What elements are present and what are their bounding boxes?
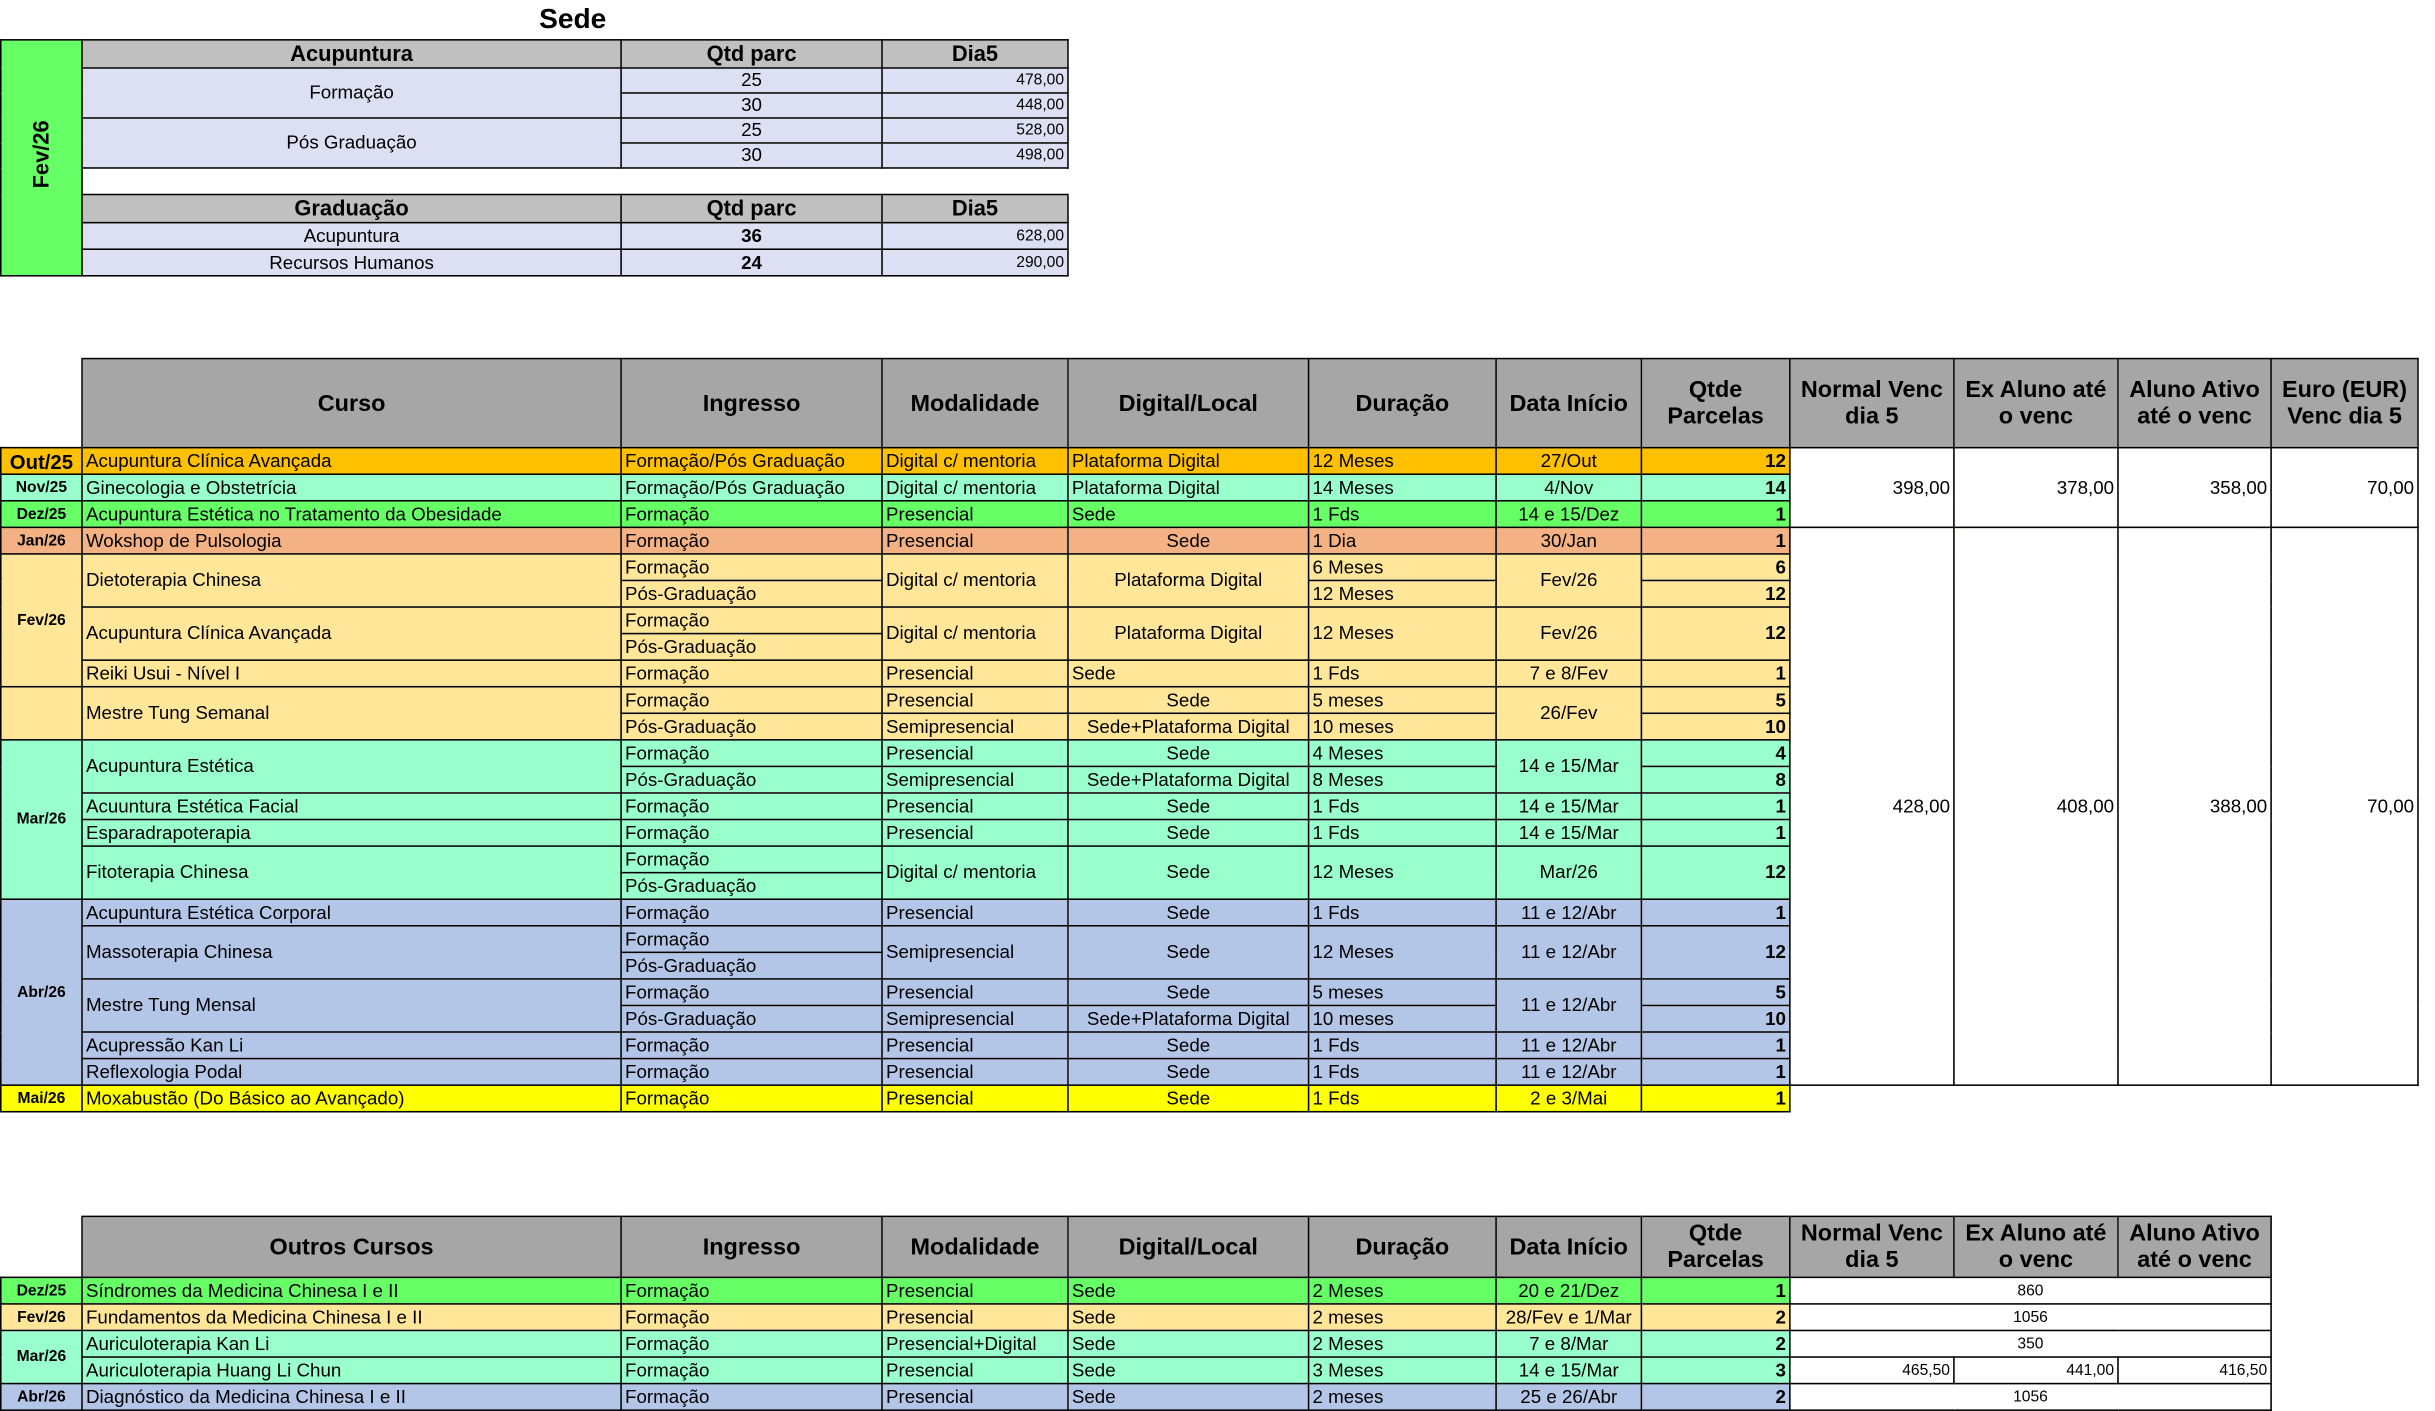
data-inicio-cell: 11 e 12/Abr xyxy=(1496,1032,1641,1059)
dia5-cell: 498,00 xyxy=(882,143,1068,168)
curso-cell: Acupuntura Estética no Tratamento da Obesidade xyxy=(82,501,621,528)
modalidade-cell: Presencial xyxy=(882,687,1068,714)
col-header-modalidade: Modalidade xyxy=(882,359,1068,448)
curso-cell: Massoterapia Chinesa xyxy=(82,926,621,979)
ingresso-cell: Formação xyxy=(621,1059,882,1086)
ingresso-cell: Formação xyxy=(621,501,882,528)
modalidade-cell: Presencial xyxy=(882,1277,1068,1304)
duracao-cell: 1 Fds xyxy=(1309,660,1497,687)
modalidade-cell: Digital c/ mentoria xyxy=(882,846,1068,899)
duracao-cell: 6 Meses xyxy=(1309,554,1497,581)
parcelas-cell: 12 xyxy=(1641,607,1789,660)
curso-cell: Esparadrapoterapia xyxy=(82,820,621,847)
price-cell: 1056 xyxy=(1790,1384,2271,1411)
duracao-cell: 12 Meses xyxy=(1309,580,1497,607)
duracao-cell: 12 Meses xyxy=(1309,926,1497,979)
ingresso-cell: Formação xyxy=(621,979,882,1006)
parcelas-cell: 1 xyxy=(1641,1032,1789,1059)
parcelas-cell: 10 xyxy=(1641,1005,1789,1032)
data-inicio-cell: 11 e 12/Abr xyxy=(1496,1059,1641,1086)
parcelas-cell: 1 xyxy=(1641,1059,1789,1086)
price-cell: 1056 xyxy=(1790,1304,2271,1331)
col-header-curso: Curso xyxy=(82,359,621,448)
modalidade-cell: Presencial xyxy=(882,793,1068,820)
price-normal: 398,00 xyxy=(1790,448,1954,528)
modalidade-cell: Presencial xyxy=(882,899,1068,926)
duracao-cell: 12 Meses xyxy=(1309,607,1497,660)
duracao-cell: 5 meses xyxy=(1309,979,1497,1006)
curso-cell: Mestre Tung Mensal xyxy=(82,979,621,1032)
price-cell: 860 xyxy=(1790,1277,2271,1304)
modalidade-cell: Presencial xyxy=(882,820,1068,847)
duracao-cell: 2 Meses xyxy=(1309,1277,1497,1304)
col-header-modalidade: Modalidade xyxy=(882,1216,1068,1277)
parcelas-cell: 1 xyxy=(1641,793,1789,820)
duracao-cell: 2 meses xyxy=(1309,1304,1497,1331)
duracao-cell: 12 Meses xyxy=(1309,448,1497,475)
main-course-table xyxy=(0,358,2419,1113)
duracao-cell: 1 Fds xyxy=(1309,501,1497,528)
modalidade-cell: Presencial xyxy=(882,1304,1068,1331)
ingresso-cell: Formação xyxy=(621,899,882,926)
data-inicio-cell: Fev/26 xyxy=(1496,607,1641,660)
data-inicio-cell: 26/Fev xyxy=(1496,687,1641,740)
local-cell: Sede xyxy=(1068,899,1309,926)
modalidade-cell: Presencial xyxy=(882,1357,1068,1384)
parcelas-cell: 2 xyxy=(1641,1330,1789,1357)
modalidade-cell: Digital c/ mentoria xyxy=(882,474,1068,501)
local-cell: Sede+Plataforma Digital xyxy=(1068,713,1309,740)
ingresso-cell: Pós-Graduação xyxy=(621,634,882,661)
curso-cell: Wokshop de Pulsologia xyxy=(82,527,621,554)
qtd-cell: 30 xyxy=(621,143,882,168)
price-ex-aluno: 408,00 xyxy=(1954,527,2118,1085)
parcelas-cell: 1 xyxy=(1641,1277,1789,1304)
col-header: Dia5 xyxy=(882,195,1068,223)
curso-cell: Fitoterapia Chinesa xyxy=(82,846,621,899)
parcelas-cell: 6 xyxy=(1641,554,1789,581)
parcelas-cell: 1 xyxy=(1641,1085,1789,1112)
data-inicio-cell: 14 e 15/Mar xyxy=(1496,740,1641,793)
ingresso-cell: Formação xyxy=(621,1032,882,1059)
local-cell: Sede xyxy=(1068,527,1309,554)
ingresso-cell: Formação xyxy=(621,1330,882,1357)
ingresso-cell: Pós-Graduação xyxy=(621,952,882,979)
ingresso-cell: Formação xyxy=(621,527,882,554)
col-header-outros-cursos: Outros Cursos xyxy=(82,1216,621,1277)
modalidade-cell: Presencial+Digital xyxy=(882,1330,1068,1357)
local-cell: Sede xyxy=(1068,1304,1309,1331)
month-label: Fev/26 xyxy=(1,554,82,687)
parcelas-cell: 2 xyxy=(1641,1304,1789,1331)
col-header: Dia5 xyxy=(882,40,1068,68)
ingresso-cell: Formação xyxy=(621,793,882,820)
curso-cell: Reiki Usui - Nível I xyxy=(82,660,621,687)
price-aluno-ativo: 358,00 xyxy=(2118,448,2271,528)
local-cell: Sede xyxy=(1068,1357,1309,1384)
duracao-cell: 1 Fds xyxy=(1309,1032,1497,1059)
data-inicio-cell: 14 e 15/Dez xyxy=(1496,501,1641,528)
parcelas-cell: 3 xyxy=(1641,1357,1789,1384)
dia5-cell: 290,00 xyxy=(882,249,1068,276)
price-normal: 428,00 xyxy=(1790,527,1954,1085)
local-cell: Sede xyxy=(1068,820,1309,847)
local-cell: Sede xyxy=(1068,1384,1309,1411)
table-row xyxy=(1,1330,2271,1357)
data-inicio-cell: Fev/26 xyxy=(1496,554,1641,607)
local-cell: Sede+Plataforma Digital xyxy=(1068,766,1309,793)
duracao-cell: 5 meses xyxy=(1309,687,1497,714)
col-header: Acupuntura xyxy=(82,40,621,68)
curso-cell: Auriculoterapia Huang Li Chun xyxy=(82,1357,621,1384)
data-inicio-cell: 14 e 15/Mar xyxy=(1496,820,1641,847)
modalidade-cell: Presencial xyxy=(882,527,1068,554)
col-header-data-inicio: Data Início xyxy=(1496,1216,1641,1277)
duracao-cell: 14 Meses xyxy=(1309,474,1497,501)
duracao-cell: 1 Fds xyxy=(1309,1085,1497,1112)
curso-cell: Acuuntura Estética Facial xyxy=(82,793,621,820)
qtd-cell: 24 xyxy=(621,249,882,276)
parcelas-cell: 1 xyxy=(1641,820,1789,847)
parcelas-cell: 12 xyxy=(1641,926,1789,979)
data-inicio-cell: 4/Nov xyxy=(1496,474,1641,501)
ingresso-cell: Pós-Graduação xyxy=(621,580,882,607)
data-inicio-cell: 14 e 15/Mar xyxy=(1496,1357,1641,1384)
duracao-cell: 3 Meses xyxy=(1309,1357,1497,1384)
table-row xyxy=(1,1085,2418,1112)
curso-cell: Fundamentos da Medicina Chinesa I e II xyxy=(82,1304,621,1331)
dia5-cell: 478,00 xyxy=(882,68,1068,93)
local-cell: Sede xyxy=(1068,660,1309,687)
duracao-cell: 1 Fds xyxy=(1309,793,1497,820)
table-row xyxy=(1,448,2418,475)
local-cell: Sede+Plataforma Digital xyxy=(1068,1005,1309,1032)
local-cell: Plataforma Digital xyxy=(1068,607,1309,660)
parcelas-cell: 5 xyxy=(1641,979,1789,1006)
ingresso-cell: Formação xyxy=(621,687,882,714)
local-cell: Sede xyxy=(1068,846,1309,899)
local-cell: Sede xyxy=(1068,501,1309,528)
spacer xyxy=(82,168,1068,195)
parcelas-cell: 8 xyxy=(1641,766,1789,793)
duracao-cell: 4 Meses xyxy=(1309,740,1497,767)
qtd-cell: 25 xyxy=(621,68,882,93)
price-normal: 465,50 xyxy=(1790,1357,1954,1384)
table-row xyxy=(1,1277,2271,1304)
parcelas-cell: 1 xyxy=(1641,527,1789,554)
modalidade-cell: Semipresencial xyxy=(882,926,1068,979)
local-cell: Sede xyxy=(1068,1059,1309,1086)
month-label: Mar/26 xyxy=(1,1330,82,1383)
modalidade-cell: Presencial xyxy=(882,979,1068,1006)
dia5-cell: 528,00 xyxy=(882,118,1068,143)
local-cell: Sede xyxy=(1068,1085,1309,1112)
duracao-cell: 1 Fds xyxy=(1309,820,1497,847)
col-header: Qtd parc xyxy=(621,195,882,223)
parcelas-cell: 2 xyxy=(1641,1384,1789,1411)
col-header-duracao: Duração xyxy=(1309,1216,1497,1277)
ingresso-cell: Formação xyxy=(621,1304,882,1331)
local-cell: Sede xyxy=(1068,793,1309,820)
parcelas-cell: 1 xyxy=(1641,899,1789,926)
local-cell: Plataforma Digital xyxy=(1068,448,1309,475)
modalidade-cell: Presencial xyxy=(882,660,1068,687)
col-header: Qtd parc xyxy=(621,40,882,68)
data-inicio-cell: 11 e 12/Abr xyxy=(1496,926,1641,979)
data-inicio-cell: 20 e 21/Dez xyxy=(1496,1277,1641,1304)
data-inicio-cell: 28/Fev e 1/Mar xyxy=(1496,1304,1641,1331)
duracao-cell: 10 meses xyxy=(1309,1005,1497,1032)
ingresso-cell: Formação/Pós Graduação xyxy=(621,474,882,501)
col-header-normal: Normal Venc dia 5 xyxy=(1790,1216,1954,1277)
curso-cell: Ginecologia e Obstetrícia xyxy=(82,474,621,501)
curso-cell: Acupressão Kan Li xyxy=(82,1032,621,1059)
curso-cell: Síndromes da Medicina Chinesa I e II xyxy=(82,1277,621,1304)
data-inicio-cell: 11 e 12/Abr xyxy=(1496,899,1641,926)
modalidade-cell: Digital c/ mentoria xyxy=(882,448,1068,475)
ingresso-cell: Formação xyxy=(621,554,882,581)
corner xyxy=(1,1216,82,1277)
price-cell: 350 xyxy=(1790,1330,2271,1357)
table-row xyxy=(1,1384,2271,1411)
duracao-cell: 2 meses xyxy=(1309,1384,1497,1411)
col-header-qtde-parcelas: Qtde Parcelas xyxy=(1641,1216,1789,1277)
parcelas-cell: 10 xyxy=(1641,713,1789,740)
col-header-ex-aluno: Ex Aluno até o venc xyxy=(1954,1216,2118,1277)
local-cell: Sede xyxy=(1068,979,1309,1006)
modalidade-cell: Presencial xyxy=(882,1085,1068,1112)
modalidade-cell: Presencial xyxy=(882,1059,1068,1086)
price-ex-aluno: 378,00 xyxy=(1954,448,2118,528)
month-label: Abr/26 xyxy=(1,899,82,1085)
duracao-cell: 8 Meses xyxy=(1309,766,1497,793)
curso-cell: Reflexologia Podal xyxy=(82,1059,621,1086)
col-header-ingresso: Ingresso xyxy=(621,359,882,448)
qtd-cell: 36 xyxy=(621,223,882,250)
ingresso-cell: Pós-Graduação xyxy=(621,873,882,900)
month-label: Jan/26 xyxy=(1,527,82,554)
ingresso-cell: Formação xyxy=(621,1085,882,1112)
acupuntura-price-table xyxy=(0,39,1069,277)
corner xyxy=(1,359,82,448)
data-inicio-cell: 27/Out xyxy=(1496,448,1641,475)
price-ex-aluno: 441,00 xyxy=(1954,1357,2118,1384)
row-label: Formação xyxy=(82,68,621,118)
curso-cell: Acupuntura Clínica Avançada xyxy=(82,448,621,475)
modalidade-cell: Presencial xyxy=(882,501,1068,528)
parcelas-cell: 12 xyxy=(1641,580,1789,607)
duracao-cell: 1 Fds xyxy=(1309,899,1497,926)
price-aluno-ativo: 388,00 xyxy=(2118,527,2271,1085)
ingresso-cell: Formação xyxy=(621,926,882,953)
row-label: Pós Graduação xyxy=(82,118,621,168)
month-label: Abr/26 xyxy=(1,1384,82,1411)
local-cell: Sede xyxy=(1068,1330,1309,1357)
month-label: Nov/25 xyxy=(1,474,82,501)
modalidade-cell: Semipresencial xyxy=(882,766,1068,793)
month-label: Mar/26 xyxy=(1,740,82,899)
col-header-normal: Normal Venc dia 5 xyxy=(1790,359,1954,448)
col-header-data-inicio: Data Início xyxy=(1496,359,1641,448)
duracao-cell: 1 Dia xyxy=(1309,527,1497,554)
col-header: Graduação xyxy=(82,195,621,223)
dia5-cell: 448,00 xyxy=(882,93,1068,118)
data-inicio-cell: 25 e 26/Abr xyxy=(1496,1384,1641,1411)
curso-cell: Acupuntura Estética xyxy=(82,740,621,793)
ingresso-cell: Pós-Graduação xyxy=(621,713,882,740)
col-header-duracao: Duração xyxy=(1309,359,1497,448)
duracao-cell: 10 meses xyxy=(1309,713,1497,740)
month-label: Dez/25 xyxy=(1,1277,82,1304)
dia5-cell: 628,00 xyxy=(882,223,1068,250)
ingresso-cell: Pós-Graduação xyxy=(621,1005,882,1032)
data-inicio-cell: 2 e 3/Mai xyxy=(1496,1085,1641,1112)
col-header-euro: Euro (EUR) Venc dia 5 xyxy=(2271,359,2418,448)
col-header-aluno-ativo: Aluno Ativo até o venc xyxy=(2118,1216,2271,1277)
parcelas-cell: 4 xyxy=(1641,740,1789,767)
modalidade-cell: Presencial xyxy=(882,1384,1068,1411)
table-row xyxy=(1,527,2418,554)
price-aluno-ativo: 416,50 xyxy=(2118,1357,2271,1384)
data-inicio-cell: 30/Jan xyxy=(1496,527,1641,554)
parcelas-cell: 14 xyxy=(1641,474,1789,501)
curso-cell: Diagnóstico da Medicina Chinesa I e II xyxy=(82,1384,621,1411)
curso-cell: Dietoterapia Chinesa xyxy=(82,554,621,607)
local-cell: Sede xyxy=(1068,926,1309,979)
parcelas-cell: 5 xyxy=(1641,687,1789,714)
month-label: Fev/26 xyxy=(1,1304,82,1331)
month-label-fev: Fev/26 xyxy=(1,40,82,276)
duracao-cell: 12 Meses xyxy=(1309,846,1497,899)
curso-cell: Auriculoterapia Kan Li xyxy=(82,1330,621,1357)
price-euro: 70,00 xyxy=(2271,527,2418,1085)
local-cell: Sede xyxy=(1068,740,1309,767)
table-row xyxy=(1,1304,2271,1331)
local-cell: Sede xyxy=(1068,1277,1309,1304)
duracao-cell: 1 Fds xyxy=(1309,1059,1497,1086)
curso-cell: Acupuntura Estética Corporal xyxy=(82,899,621,926)
parcelas-cell: 1 xyxy=(1641,501,1789,528)
ingresso-cell: Formação xyxy=(621,607,882,634)
price-euro: 70,00 xyxy=(2271,448,2418,528)
col-header-ex-aluno: Ex Aluno até o venc xyxy=(1954,359,2118,448)
outros-cursos-table xyxy=(0,1216,2272,1411)
ingresso-cell: Formação xyxy=(621,1277,882,1304)
data-inicio-cell: 7 e 8/Mar xyxy=(1496,1330,1641,1357)
col-header-digital-local: Digital/Local xyxy=(1068,1216,1309,1277)
data-inicio-cell: 14 e 15/Mar xyxy=(1496,793,1641,820)
modalidade-cell: Semipresencial xyxy=(882,1005,1068,1032)
row-label: Recursos Humanos xyxy=(82,249,621,276)
data-inicio-cell: Mar/26 xyxy=(1496,846,1641,899)
parcelas-cell: 12 xyxy=(1641,846,1789,899)
col-header-aluno-ativo: Aluno Ativo até o venc xyxy=(2118,359,2271,448)
month-label: Mai/26 xyxy=(1,1085,82,1112)
local-cell: Plataforma Digital xyxy=(1068,474,1309,501)
month-spacer xyxy=(1,687,82,740)
curso-cell: Mestre Tung Semanal xyxy=(82,687,621,740)
qtd-cell: 25 xyxy=(621,118,882,143)
table-row xyxy=(1,1357,2271,1384)
month-label: Out/25 xyxy=(1,448,82,475)
local-cell: Plataforma Digital xyxy=(1068,554,1309,607)
local-cell: Sede xyxy=(1068,687,1309,714)
data-inicio-cell: 11 e 12/Abr xyxy=(1496,979,1641,1032)
modalidade-cell: Digital c/ mentoria xyxy=(882,554,1068,607)
curso-cell: Moxabustão (Do Básico ao Avançado) xyxy=(82,1085,621,1112)
modalidade-cell: Digital c/ mentoria xyxy=(882,607,1068,660)
modalidade-cell: Semipresencial xyxy=(882,713,1068,740)
modalidade-cell: Presencial xyxy=(882,1032,1068,1059)
row-label: Acupuntura xyxy=(82,223,621,250)
ingresso-cell: Formação/Pós Graduação xyxy=(621,448,882,475)
ingresso-cell: Formação xyxy=(621,660,882,687)
sede-title: Sede xyxy=(539,3,607,35)
month-label: Dez/25 xyxy=(1,501,82,528)
col-header-digital-local: Digital/Local xyxy=(1068,359,1309,448)
ingresso-cell: Pós-Graduação xyxy=(621,766,882,793)
qtd-cell: 30 xyxy=(621,93,882,118)
col-header-ingresso: Ingresso xyxy=(621,1216,882,1277)
parcelas-cell: 12 xyxy=(1641,448,1789,475)
ingresso-cell: Formação xyxy=(621,1357,882,1384)
duracao-cell: 2 Meses xyxy=(1309,1330,1497,1357)
parcelas-cell: 1 xyxy=(1641,660,1789,687)
col-header-qtde-parcelas: Qtde Parcelas xyxy=(1641,359,1789,448)
ingresso-cell: Formação xyxy=(621,846,882,873)
curso-cell: Acupuntura Clínica Avançada xyxy=(82,607,621,660)
modalidade-cell: Presencial xyxy=(882,740,1068,767)
local-cell: Sede xyxy=(1068,1032,1309,1059)
ingresso-cell: Formação xyxy=(621,1384,882,1411)
ingresso-cell: Formação xyxy=(621,740,882,767)
ingresso-cell: Formação xyxy=(621,820,882,847)
data-inicio-cell: 7 e 8/Fev xyxy=(1496,660,1641,687)
